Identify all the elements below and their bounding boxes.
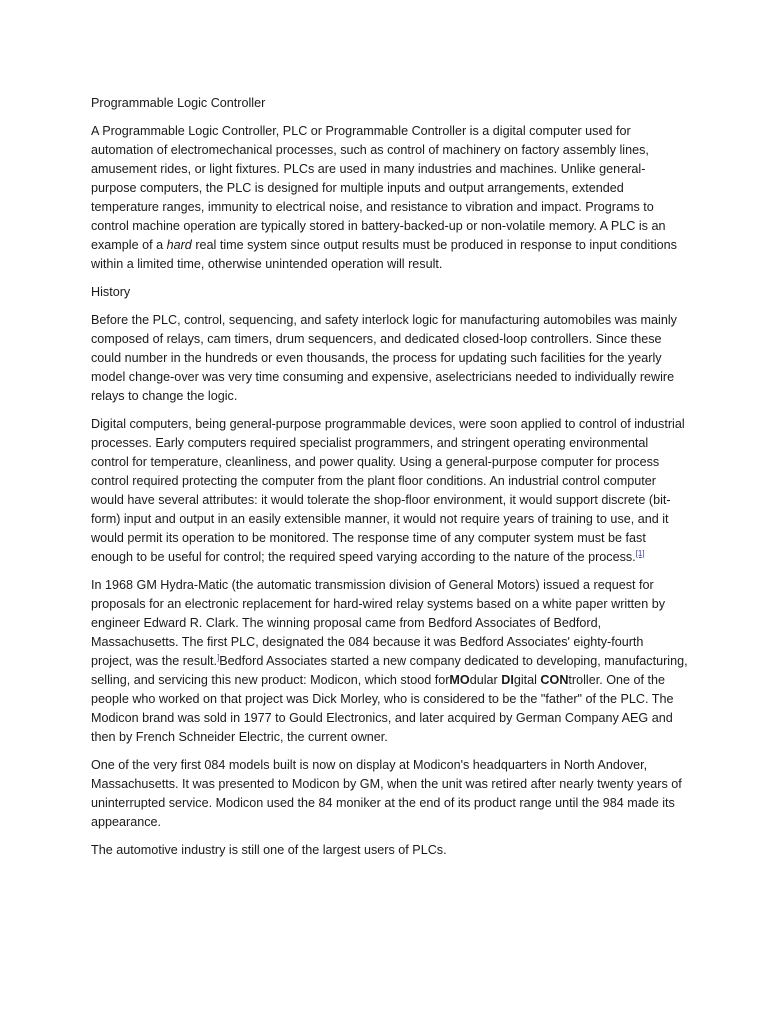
document-title: Programmable Logic Controller [91, 96, 266, 110]
history-paragraph-3 [91, 576, 688, 747]
history-paragraph-2-text: Digital computers, being general-purpose programmable devices, were soon applied to control of industrial processes. Early computers required specialist programmers, and stringent operating environmental control for temperature, cleanliness, and power quality. Using a general-purpose computer for process control required protecting the computer from the plant floor conditions. An industrial control computer would have several attributes: it would tolerate the shop-floor environment, it would support discrete (bit-form) input and output in an easily extensible manner, it would not require years of training to use, and it would permit its operation to be monitored. The response time of any computer system must be fast enough to be useful for control; the required speed varying according to the nature of the process. [91, 417, 685, 564]
history-paragraph-4: One of the very first 084 models built is now on display at Modicon's headquarters in North Andover, Massachusetts. It was presented to Modicon by GM, when the unit was retired after nearly twenty years of uninterrupted service. Modicon used the 84 moniker at the end of its product range until the 984 made its appearance. [91, 758, 682, 829]
word-dular: dular [469, 673, 502, 687]
acronym-con: CON [540, 673, 569, 687]
word-gital: gital [513, 673, 541, 687]
history-paragraph-2 [91, 415, 688, 567]
intro-text-1: A Programmable Logic Controller, PLC or Programmable Controller is a digital computer used for automation of electromechanical processes, such as control of machinery on factory assembly lines, amusement rides, or light fixtures. PLCs are used in many industries and machines. Unlike general-purpose computers, the PLC is designed for multiple inputs and output arrangements, extended temperature ranges, immunity to electrical noise, and resistance to vibration and impact. Programs to control machine operation are typically stored in battery-backed-up or non-volatile memory. A PLC is an example of a [91, 124, 666, 252]
intro-paragraph [91, 122, 688, 274]
history-paragraph-5: The automotive industry is still one of the largest users of PLCs. [91, 843, 447, 857]
acronym-mo: MO [449, 673, 470, 687]
history-paragraph-3-text-1: In 1968 GM Hydra-Matic (the automatic transmission division of General Motors) issued a request for proposals for an electronic replacement for hard-wired relay systems based on a white paper written by engineer Edward R. Clark. The winning proposal came from Bedford Associates of Bedford, Massachusetts. The first PLC, designated the 084 because it was Bedford Associates' eighty-fourth project, was the result. [91, 578, 665, 668]
history-heading: History [91, 285, 131, 299]
intro-text-2: real time system since output results must be produced in response to input conditions within a limited time, otherwise unintended operation will result. [91, 238, 677, 271]
history-paragraph-1: Before the PLC, control, sequencing, and safety interlock logic for manufacturing automobiles was mainly composed of relays, cam timers, drum sequencers, and dedicated closed-loop controllers. Since these could number in the hundreds or even thousands, the process for updating such facilities for the yearly model change-over was very time consuming and expensive, aselectricians needed to individually rewire relays to change the logic. [91, 313, 677, 403]
intro-emphasis: hard [166, 238, 192, 252]
reference-link-1[interactable]: [1] [635, 548, 645, 558]
history-paragraph-3-text-2: Bedford Associates started a new company dedicated to developing, manufacturing, selling, and servicing this new product: Modicon, which stood for [91, 654, 688, 687]
reference-link-2[interactable]: ] [217, 652, 220, 662]
history-paragraph-3-text-3: troller. One of the people who worked on that project was Dick Morley, who is considered to be the "father" of the PLC. The Modicon brand was sold in 1977 to Gould Electronics, and later acquired by German Company AEG and then by French Schneider Electric, the current owner. [91, 673, 674, 744]
acronym-di: DI [501, 673, 514, 687]
